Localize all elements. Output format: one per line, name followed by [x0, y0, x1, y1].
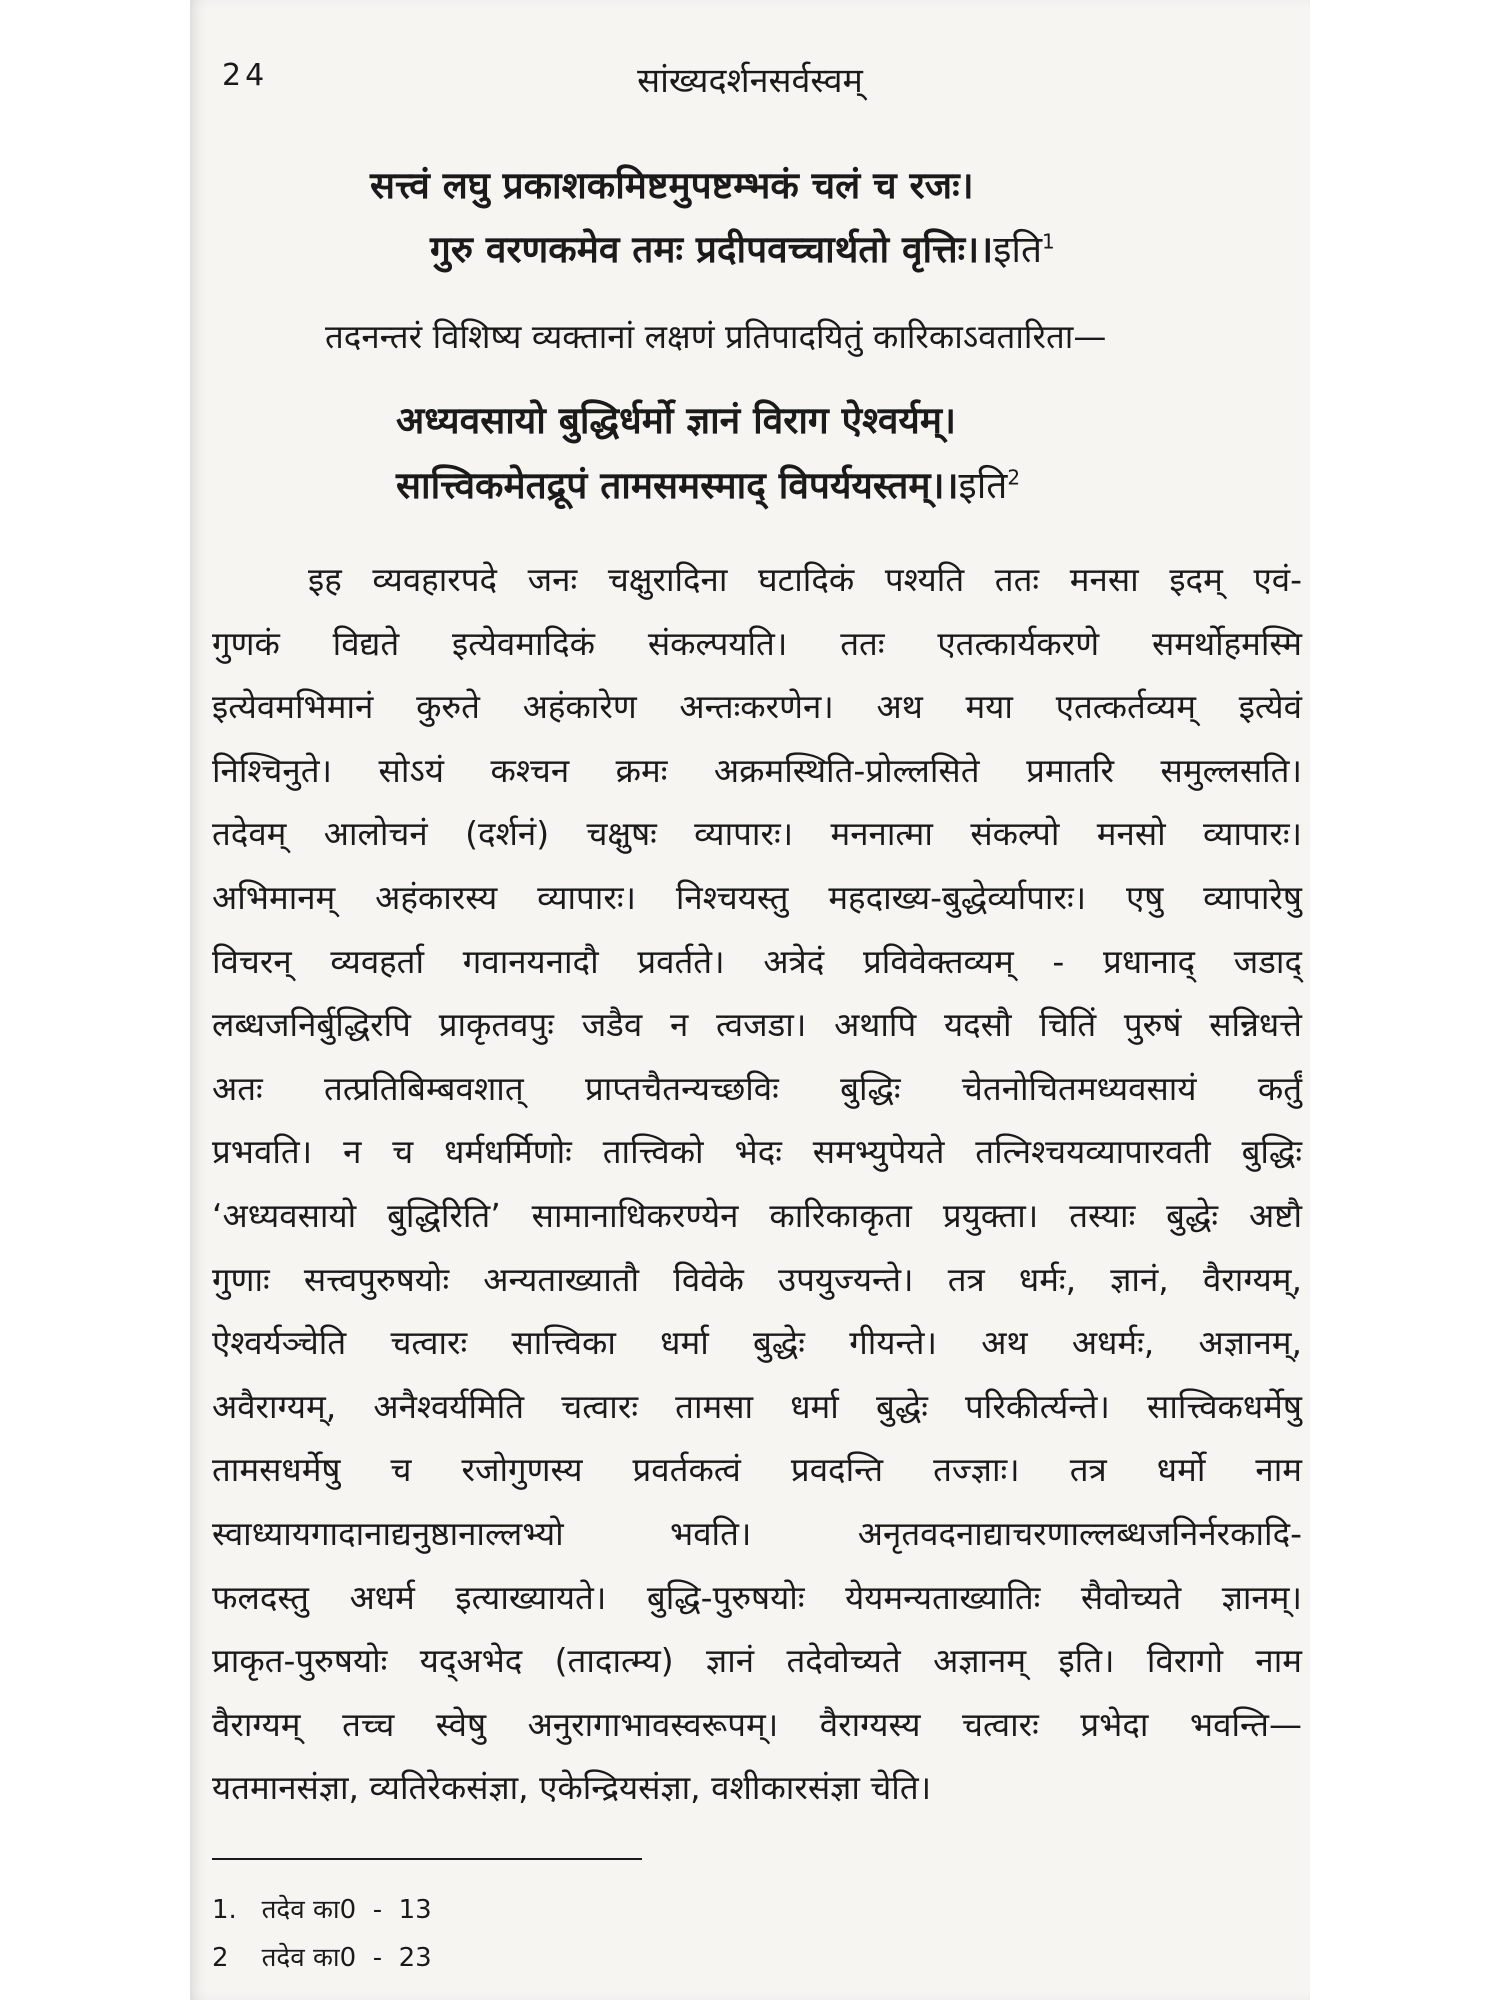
paragraph-line: प्राकृत-पुरुषयोः यद्अभेद (तादात्म्य) ज्ञानं तदेवोच्यते अज्ञानम् इति। विरागो नाम: [212, 1641, 1302, 1681]
verse-2-iti: इति: [958, 464, 1008, 507]
paragraph-line: अवैराग्यम्, अनैश्वर्यमिति चत्वारः तामसा धर्मा बुद्धेः परिकीर्त्यन्ते। सात्त्विकधर्मेषु: [212, 1386, 1302, 1426]
footnote-ref-1: 1: [1042, 229, 1055, 254]
verse-1-iti: इति: [993, 228, 1043, 271]
paragraph-line: विचरन् व्यवहर्ता गवानयनादौ प्रवर्तते। अत्रेदं प्रविवेक्तव्यम् - प्रधानाद् जडाद्: [212, 941, 1302, 981]
verse-2-line-2: सात्त्विकमेतद्रूपं तामसमस्माद् विपर्ययस्तम्।।इति$^2$: [396, 464, 1021, 507]
paragraph-line: निश्चिनुते। सोऽयं कश्चन क्रमः अक्रमस्थिति-प्रोल्लसिते प्रमातरि समुल्लसति।: [212, 750, 1302, 790]
footnote-divider: [212, 1858, 642, 1860]
paragraph-line: स्वाध्यायगादानाद्यनुष्ठानाल्लभ्यो भवति। अनृतवदनाद्याचरणाल्लब्धजनिर्नरकादि-: [212, 1513, 1302, 1553]
page-number: 24: [222, 58, 269, 93]
paragraph-line: तदेवम् आलोचनं (दर्शनं) चक्षुषः व्यापारः। मननात्मा संकल्पो मनसो व्यापारः।: [212, 814, 1302, 854]
paragraph-line: गुणाः सत्त्वपुरुषयोः अन्यताख्यातौ विवेके उपयुज्यन्ते। तत्र धर्मः, ज्ञानं, वैराग्यम्,: [212, 1259, 1302, 1299]
paragraph-line: गुणकं विद्यते इत्येवमादिकं संकल्पयति। ततः एतत्कार्यकरणे समर्थोहमस्मि: [212, 623, 1302, 663]
paragraph-line: ऐश्वर्यञ्चेति चत्वारः सात्त्विका धर्मा बुद्धेः गीयन्ते। अथ अधर्मः, अज्ञानम्,: [212, 1323, 1302, 1363]
footnote-2: 2 तदेव का0 - 23: [212, 1943, 432, 1973]
commentary-paragraph: [212, 548, 1302, 1820]
running-title: सांख्यदर्शनसर्वस्वम्: [637, 61, 863, 101]
paragraph-line: इह व्यवहारपदे जनः चक्षुरादिना घटादिकं पश्यति ततः मनसा इदम् एवं-: [308, 560, 1302, 599]
paragraph-line: फलदस्तु अधर्म इत्याख्यायते। बुद्धि-पुरुषयोः येयमन्यताख्यातिः सैवोच्यते ज्ञानम्।: [212, 1577, 1302, 1617]
paragraph-line: यतमानसंज्ञा, व्यतिरेकसंज्ञा, एकेन्द्रियसंज्ञा, वशीकारसंज्ञा चेति।: [212, 1768, 932, 1808]
paragraph-line: ‘अध्यवसायो बुद्धिरिति’ सामानाधिकरण्येन कारिकाकृता प्रयुक्ता। तस्याः बुद्धेः अष्टौ: [212, 1195, 1302, 1235]
paragraph-line: लब्धजनिर्बुद्धिरपि प्राकृतवपुः जडैव न त्वजडा। अथापि यदसौ चितिं पुरुषं सन्निधत्ते: [212, 1005, 1302, 1045]
paragraph-line: वैराग्यम् तच्च स्वेषु अनुरागाभावस्वरूपम्। वैराग्यस्य चत्वारः प्रभेदा भवन्ति—: [212, 1704, 1302, 1744]
footnote-1: 1. तदेव का0 - 13: [212, 1895, 432, 1925]
paragraph-line: तामसधर्मेषु च रजोगुणस्य प्रवर्तकत्वं प्रवदन्ति तज्ज्ञाः। तत्र धर्मो नाम: [212, 1450, 1302, 1490]
footnote-ref-2: 2: [1007, 465, 1021, 490]
intro-sentence: तदनन्तरं विशिष्य व्यक्तानां लक्षणं प्रतिपादयितुं कारिकाऽवतारिता—: [325, 317, 1107, 356]
verse-2-line-1: अध्यवसायो बुद्धिर्धर्मो ज्ञानं विराग ऐश्वर्यम्।: [396, 399, 957, 442]
paragraph-line: प्रभवति। न च धर्मधर्मिणोः तात्त्विको भेदः समभ्युपेयते तत्निश्चयव्यापारवती बुद्धिः: [212, 1132, 1302, 1172]
paragraph-line: इत्येवमभिमानं कुरुते अहंकारेण अन्तःकरणेन। अथ मया एतत्कर्तव्यम् इत्येवं: [212, 687, 1302, 727]
paragraph-line: अतः तत्प्रतिबिम्बवशात् प्राप्तचैतन्यच्छविः बुद्धिः चेतनोचितमध्यवसायं कर्तुं: [212, 1068, 1302, 1108]
verse-1-line-2: गुरु वरणकमेव तमः प्रदीपवच्चार्थतो वृत्तिः।।इति$^1$: [430, 228, 1055, 271]
paragraph-line: अभिमानम् अहंकारस्य व्यापारः। निश्चयस्तु महदाख्य-बुद्धेर्व्यापारः। एषु व्यापारेषु: [212, 877, 1302, 917]
verse-1-line-1: सत्त्वं लघु प्रकाशकमिष्टमुपष्टम्भकं चलं च रजः।: [370, 164, 974, 207]
